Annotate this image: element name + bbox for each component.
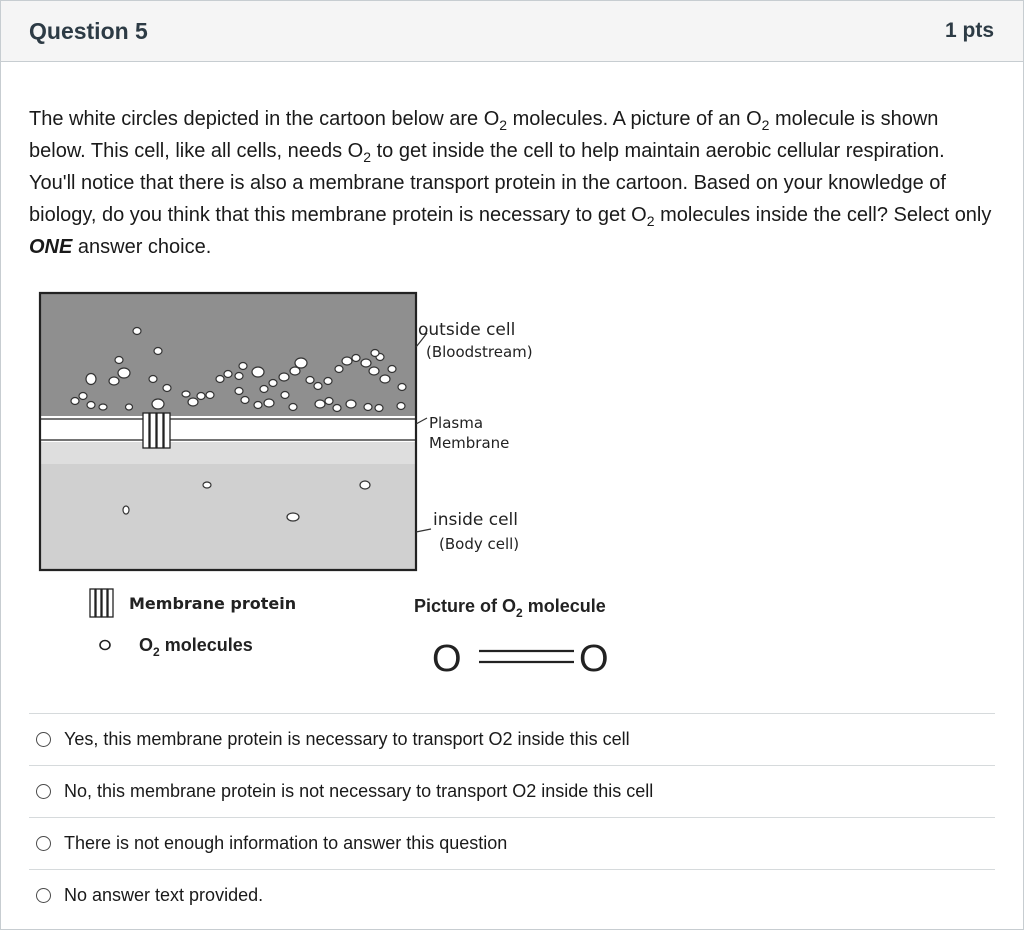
label-bloodstream: (Bloodstream) — [426, 343, 533, 361]
question-text-part: molecule is shown below. This cell, like all cells, needs O — [29, 108, 939, 162]
answer-option-not-enough-info[interactable] — [29, 817, 995, 869]
question-text-part: answer choice. — [72, 236, 212, 258]
question-header — [1, 1, 1023, 62]
legend-membrane-protein: Membrane protein — [129, 594, 297, 613]
answer-option-yes[interactable] — [29, 713, 995, 765]
o2-right-atom: O — [579, 638, 609, 680]
cell-membrane-figure — [29, 287, 669, 687]
o2-left-atom: O — [432, 638, 462, 680]
question-text-part: molecules inside the cell? Select only — [654, 204, 992, 226]
label-body-cell: (Body cell) — [439, 535, 520, 553]
question-text-part: to get inside the cell to help maintain aerobic cellular respiration. You'll notice that there is also a membrane transport protein in the cartoon. Based on your knowledge of biology, do you think that this membrane protein is necessary to get O — [29, 140, 946, 226]
legend-o2-molecules: $O_2$ molecules — [139, 635, 253, 659]
label-plasma: Plasma — [429, 414, 484, 432]
subscript: 2 — [363, 149, 372, 165]
label-outside-cell: outside cell — [418, 320, 516, 340]
answer-label: No, this membrane protein is not necessary to transport O2 inside this cell — [64, 781, 654, 801]
question-text-part: The white circles depicted in the cartoon below are O — [29, 108, 500, 130]
radio-button[interactable] — [36, 836, 51, 851]
plasma-membrane — [40, 416, 416, 442]
answer-label: No answer text provided. — [64, 885, 264, 905]
question-text-part: molecules. A picture of an O — [507, 108, 762, 130]
subscript: 2 — [499, 117, 508, 133]
label-inside-cell: inside cell — [433, 510, 518, 530]
question-text — [29, 103, 995, 263]
answer-label: There is not enough information to answer this question — [64, 833, 508, 853]
answer-option-no[interactable] — [29, 765, 995, 817]
cell-cartoon — [29, 287, 669, 687]
o2-picture-caption: Picture of $O_2$ molecule — [414, 596, 606, 620]
radio-button[interactable] — [36, 784, 51, 799]
question-points: 1 pts — [944, 19, 994, 42]
question-title: Question 5 — [29, 17, 148, 44]
answer-option-no-text[interactable] — [29, 869, 995, 921]
membrane-protein-icon — [143, 413, 170, 448]
label-membrane: Membrane — [429, 434, 510, 452]
subscript: 2 — [761, 117, 770, 133]
radio-button[interactable] — [36, 888, 51, 903]
legend-protein-icon — [90, 589, 113, 617]
answer-label: Yes, this membrane protein is necessary to transport O2 inside this cell — [64, 729, 630, 749]
subscript: 2 — [646, 213, 655, 229]
radio-button[interactable] — [36, 732, 51, 747]
emphasis-one: ONE — [29, 236, 73, 258]
answer-choices — [29, 713, 995, 921]
legend-o2-icon — [100, 641, 110, 650]
